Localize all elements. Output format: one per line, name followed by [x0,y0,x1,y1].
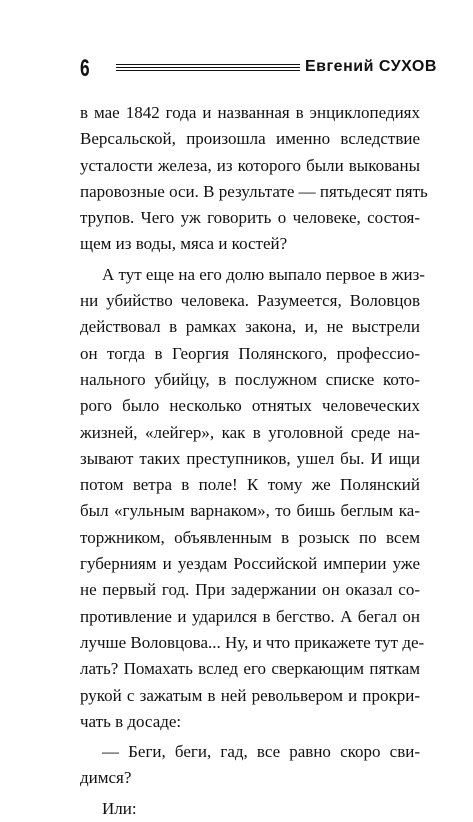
text-line: жизней, «лейгер», как в уголовной среде на- [80,422,420,442]
text-line: паровозные оси. В результате — пятьдесят пять [80,181,428,201]
text-line: потом ветра в поле! К тому же Полянский [80,475,420,495]
text-line: противление и ударился в бегство. А бегал он [80,606,420,626]
text-line: А тут еще на его долю выпало первое в жиз- [102,264,425,284]
running-header [80,55,437,86]
paragraph-1 [80,100,428,258]
header-rule-line [116,67,300,68]
text-line: усталости железа, из которого были выкованы [80,155,420,175]
text-line: Версальской, произошла именно вследствие [80,129,420,149]
author-name: Евгений СУХОВ [305,58,437,75]
paragraph-3 [80,739,420,792]
header-rule [116,64,300,72]
text-line: он тогда в Георгия Полянского, профессио- [80,343,420,363]
text-line: рого было несколько отнятых человеческих [80,396,420,416]
text-line: в мае 1842 года и названная в энциклопедиях [80,103,420,122]
text-line: щем из воды, мяса и костей? [80,234,288,254]
page-number: 6 [80,55,90,82]
text-line: нального убийцу, в послужном списке кото- [80,369,420,389]
paragraph-4 [80,796,420,822]
text-line: был «гульным варнаком», то бишь беглым ка- [80,501,420,521]
text-line: — Беги, беги, гад, все равно скоро сви- [102,742,420,762]
text-line: зывают таких преступников, ушел бы. И ищи [80,448,420,468]
text-line: не первый год. При задержании он оказал со- [80,580,420,600]
text-line: чать в досаде: [80,711,182,731]
page-body [80,100,428,822]
text-line: действовал в рамках закона, и, не выстрели [80,317,420,337]
text-line: лать? Помахать вслед его сверкающим пяткам [80,659,420,679]
text-line: трупов. Чего уж говорить о человеке, состоя- [80,208,420,228]
header-rule-line [116,64,300,65]
text-line: димся? [80,768,132,788]
paragraph-2 [80,262,425,735]
text-line: лучше Воловцова... Ну, и что прикажете тут де- [80,632,425,652]
text-line: рукой с зажатым в ней револьвером и прокри- [80,685,420,705]
text-line: Или: [102,798,137,818]
text-line: губерниям и уездам Российской империи уже [80,554,420,574]
text-line: ни убийство человека. Разумеется, Воловцов [80,291,420,311]
text-line: торжником, объявленным в розыск по всем [80,527,420,547]
header-rule-line [116,70,300,71]
